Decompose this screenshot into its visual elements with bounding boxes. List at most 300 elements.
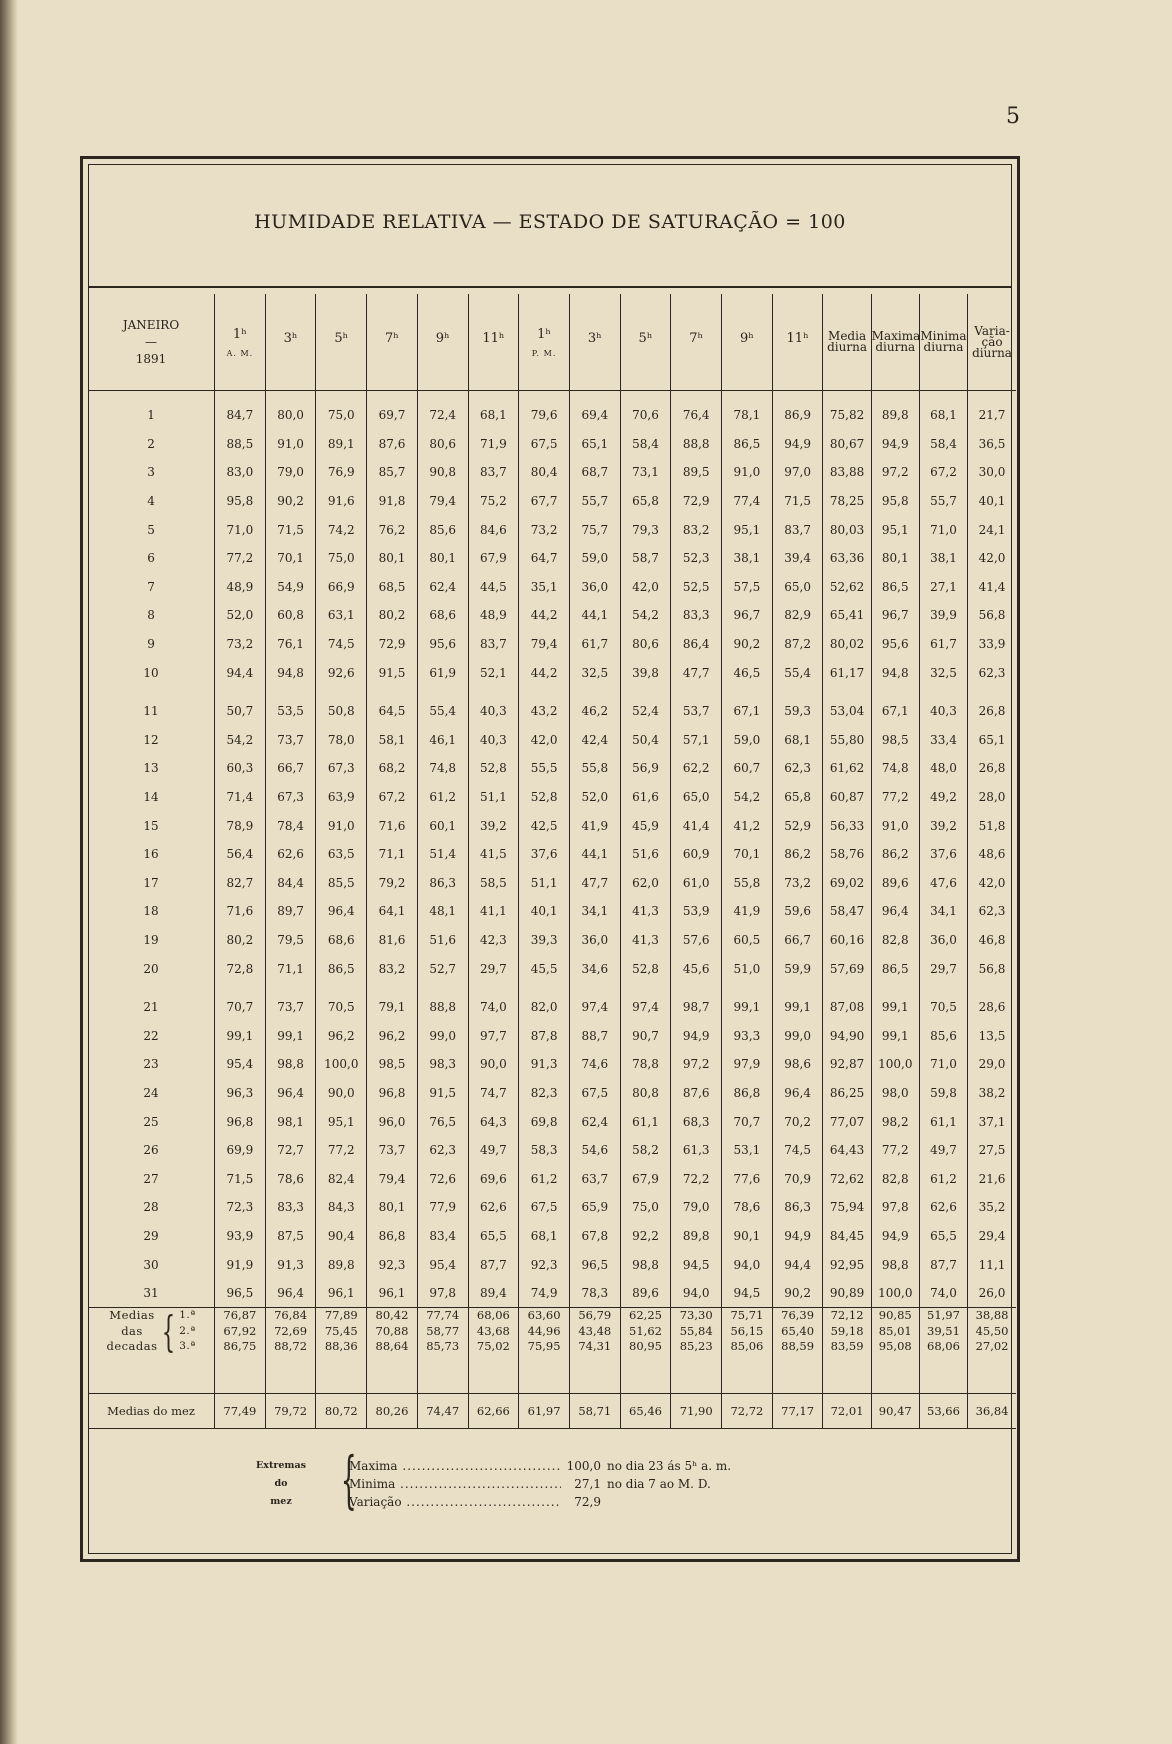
humidity-value: 62,4 (569, 1107, 620, 1136)
humidity-value: 46,1 (417, 726, 468, 755)
decade-mean-value: 88,36 (324, 1339, 358, 1354)
humidity-value: 93,9 (215, 1222, 266, 1251)
humidity-value: 35,2 (968, 1193, 1016, 1222)
humidity-value: 95,8 (215, 487, 266, 516)
humidity-value: 71,1 (265, 954, 316, 983)
humidity-value: 96,1 (367, 1279, 418, 1308)
humidity-value: 37,6 (919, 840, 967, 869)
humidity-value: 51,0 (722, 954, 773, 983)
humidity-value: 96,2 (367, 1021, 418, 1050)
humidity-value: 86,5 (871, 573, 919, 602)
humidity-value: 36,0 (569, 573, 620, 602)
humidity-value: 92,3 (519, 1250, 570, 1279)
day-number: 9 (147, 637, 155, 652)
humidity-value: 42,0 (620, 573, 671, 602)
humidity-value: 88,8 (671, 430, 722, 459)
hour-label: 7ʰ (689, 331, 704, 346)
humidity-value: 74,8 (417, 754, 468, 783)
humidity-value: 89,8 (871, 401, 919, 430)
humidity-value: 58,3 (519, 1136, 570, 1165)
decade-means-cell (569, 1308, 620, 1355)
decade-mean-value: 56,79 (578, 1308, 612, 1323)
decade-mean-value: 45,50 (975, 1323, 1009, 1338)
humidity-value: 71,6 (367, 811, 418, 840)
humidity-value: 55,7 (919, 487, 967, 516)
humidity-value: 87,6 (367, 430, 418, 459)
spacer-cell (265, 687, 316, 697)
humidity-value: 87,7 (919, 1250, 967, 1279)
humidity-value: 62,6 (265, 840, 316, 869)
humidity-value: 98,5 (367, 1050, 418, 1079)
humidity-value: 62,6 (919, 1193, 967, 1222)
humidity-value: 48,1 (417, 897, 468, 926)
day-number: 31 (143, 1286, 159, 1301)
table-row (88, 515, 1016, 544)
humidity-value: 97,2 (871, 458, 919, 487)
humidity-value: 65,8 (620, 487, 671, 516)
humidity-value: 33,4 (919, 726, 967, 755)
humidity-value: 53,9 (671, 897, 722, 926)
humidity-value: 58,47 (823, 897, 871, 926)
humidity-value: 86,3 (417, 869, 468, 898)
humidity-value: 96,0 (367, 1107, 418, 1136)
humidity-value: 79,2 (367, 869, 418, 898)
humidity-value: 70,1 (722, 840, 773, 869)
table-row (88, 897, 1016, 926)
spacer-cell (968, 983, 1016, 993)
decade-means-cell (367, 1308, 418, 1355)
humidity-value: 58,7 (620, 544, 671, 573)
humidity-value: 77,2 (871, 783, 919, 812)
humidity-value: 58,4 (919, 430, 967, 459)
month-name: JANEIRO (122, 317, 180, 332)
humidity-value: 36,0 (919, 926, 967, 955)
humidity-value: 82,8 (871, 926, 919, 955)
humidity-value: 80,6 (417, 430, 468, 459)
humidity-value: 73,7 (367, 1136, 418, 1165)
humidity-value: 32,5 (569, 658, 620, 687)
decade-means-cell (417, 1308, 468, 1355)
humidity-value: 56,4 (215, 840, 266, 869)
spacer-cell (265, 983, 316, 993)
decade-mean-value: 75,45 (324, 1323, 358, 1338)
humidity-value: 46,2 (569, 697, 620, 726)
decade-mean-value: 27,02 (975, 1339, 1009, 1354)
humidity-value: 61,2 (417, 783, 468, 812)
decade-mean-value: 83,59 (830, 1339, 864, 1354)
spacer-cell (871, 1355, 919, 1394)
humidity-value: 47,7 (569, 869, 620, 898)
humidity-value: 44,2 (519, 658, 570, 687)
humidity-value: 77,2 (215, 544, 266, 573)
humidity-value: 90,0 (316, 1079, 367, 1108)
humidity-value: 57,6 (671, 926, 722, 955)
humidity-value: 89,8 (671, 1222, 722, 1251)
humidity-value: 65,0 (772, 573, 823, 602)
humidity-value: 78,9 (215, 811, 266, 840)
decade-mean-value: 56,15 (730, 1323, 764, 1338)
day-number: 11 (143, 704, 159, 719)
humidity-value: 91,5 (417, 1079, 468, 1108)
humidity-value: 55,80 (823, 726, 871, 755)
humidity-value: 88,5 (215, 430, 266, 459)
spacer-cell (519, 983, 570, 993)
table-row (88, 430, 1016, 459)
humidity-value: 90,2 (772, 1279, 823, 1308)
humidity-value: 78,1 (722, 401, 773, 430)
humidity-value: 70,7 (215, 993, 266, 1022)
humidity-value: 34,6 (569, 954, 620, 983)
spacer-cell (88, 687, 215, 697)
decade-means-cell (823, 1308, 871, 1355)
humidity-value: 65,0 (671, 783, 722, 812)
humidity-value: 52,4 (620, 697, 671, 726)
humidity-value: 97,8 (871, 1193, 919, 1222)
humidity-value: 92,3 (367, 1250, 418, 1279)
humidity-value: 66,9 (316, 573, 367, 602)
humidity-value: 34,1 (919, 897, 967, 926)
decade-ordinal: 2.ª (179, 1324, 196, 1337)
day-number: 18 (143, 904, 159, 919)
humidity-value: 78,6 (265, 1164, 316, 1193)
spacer-cell (671, 687, 722, 697)
humidity-value: 39,4 (772, 544, 823, 573)
spacer-cell (88, 983, 215, 993)
humidity-value: 74,5 (772, 1136, 823, 1165)
humidity-value: 71,0 (215, 515, 266, 544)
day-number: 4 (147, 494, 155, 509)
decade-mean-value: 80,95 (629, 1339, 662, 1354)
humidity-value: 11,1 (968, 1250, 1016, 1279)
humidity-value: 80,67 (823, 430, 871, 459)
month-mean-value: 80,26 (367, 1393, 418, 1428)
humidity-value: 47,7 (671, 658, 722, 687)
humidity-value: 77,2 (871, 1136, 919, 1165)
title-rule (88, 286, 1012, 288)
humidity-value: 82,0 (519, 993, 570, 1022)
hour-column-header (620, 294, 671, 391)
hour-column-header (722, 294, 773, 391)
humidity-value: 70,9 (772, 1164, 823, 1193)
humidity-value: 56,9 (620, 754, 671, 783)
humidity-value: 82,8 (871, 1164, 919, 1193)
humidity-value: 74,7 (468, 1079, 519, 1108)
humidity-value: 49,7 (919, 1136, 967, 1165)
humidity-value: 72,3 (215, 1193, 266, 1222)
humidity-value: 28,0 (968, 783, 1016, 812)
humidity-value: 62,3 (968, 897, 1016, 926)
day-number: 26 (143, 1143, 159, 1158)
humidity-value: 56,8 (968, 601, 1016, 630)
humidity-value: 56,8 (968, 954, 1016, 983)
humidity-value: 62,4 (417, 573, 468, 602)
day-number: 7 (147, 579, 155, 594)
humidity-value: 30,0 (968, 458, 1016, 487)
decade-mean-value: 39,51 (927, 1323, 960, 1338)
humidity-value: 90,7 (620, 1021, 671, 1050)
spacer-cell (919, 1355, 967, 1394)
spacer-cell (519, 391, 570, 402)
humidity-value: 71,9 (468, 430, 519, 459)
humidity-value: 61,7 (919, 630, 967, 659)
humidity-value: 62,6 (468, 1193, 519, 1222)
humidity-value: 96,4 (265, 1279, 316, 1308)
spacer-cell (569, 391, 620, 402)
month-dash: — (145, 334, 158, 349)
humidity-value: 94,5 (722, 1279, 773, 1308)
table-row (88, 1222, 1016, 1251)
day-number: 12 (143, 732, 159, 747)
humidity-value: 72,62 (823, 1164, 871, 1193)
humidity-value: 84,45 (823, 1222, 871, 1251)
spacer-row (88, 391, 1016, 402)
humidity-value: 78,3 (569, 1279, 620, 1308)
spacer-cell (823, 983, 871, 993)
humidity-value: 27,5 (968, 1136, 1016, 1165)
humidity-value: 21,7 (968, 401, 1016, 430)
extreme-desc: no dia 23 ás 5ʰ a. m. (607, 1459, 732, 1473)
humidity-value: 44,1 (569, 840, 620, 869)
humidity-value: 63,5 (316, 840, 367, 869)
decade-mean-value: 85,06 (730, 1339, 764, 1354)
day-number: 6 (147, 551, 155, 566)
humidity-value: 50,8 (316, 697, 367, 726)
spacer-cell (772, 1355, 823, 1394)
humidity-value: 87,2 (772, 630, 823, 659)
humidity-value: 68,6 (417, 601, 468, 630)
humidity-value: 41,5 (468, 840, 519, 869)
humidity-value: 46,8 (968, 926, 1016, 955)
humidity-value: 50,7 (215, 697, 266, 726)
table-row (88, 401, 1016, 430)
humidity-value: 78,6 (722, 1193, 773, 1222)
spacer-row (88, 1355, 1016, 1394)
humidity-value: 98,2 (871, 1107, 919, 1136)
decade-mean-value: 68,06 (476, 1308, 510, 1323)
humidity-value: 80,1 (417, 544, 468, 573)
humidity-value: 89,7 (265, 897, 316, 926)
humidity-value: 76,2 (367, 515, 418, 544)
humidity-value: 13,5 (968, 1021, 1016, 1050)
humidity-value: 52,0 (215, 601, 266, 630)
decade-means-cell (265, 1308, 316, 1355)
humidity-value: 84,4 (265, 869, 316, 898)
humidity-value: 41,1 (468, 897, 519, 926)
humidity-value: 42,0 (519, 726, 570, 755)
humidity-value: 55,4 (417, 697, 468, 726)
decade-mean-value: 85,01 (878, 1323, 912, 1338)
humidity-value: 67,2 (367, 783, 418, 812)
decade-mean-value: 86,75 (223, 1339, 257, 1354)
page-binding-edge (0, 0, 18, 1744)
hour-label: 9ʰ (435, 331, 450, 346)
decade-mean-value: 85,73 (426, 1339, 460, 1354)
humidity-value: 67,5 (569, 1079, 620, 1108)
humidity-value: 91,3 (265, 1250, 316, 1279)
humidity-value: 44,2 (519, 601, 570, 630)
humidity-value: 67,9 (620, 1164, 671, 1193)
spacer-cell (823, 1355, 871, 1394)
stat-header-line: ção (981, 334, 1003, 349)
humidity-value: 70,1 (265, 544, 316, 573)
humidity-value: 67,8 (569, 1222, 620, 1251)
humidity-value: 78,4 (265, 811, 316, 840)
humidity-value: 52,0 (569, 783, 620, 812)
hour-column-header (671, 294, 722, 391)
humidity-value: 68,2 (367, 754, 418, 783)
decade-ordinal: 3.ª (179, 1340, 196, 1353)
humidity-value: 42,4 (569, 726, 620, 755)
humidity-value: 88,8 (417, 993, 468, 1022)
humidity-value: 79,4 (519, 630, 570, 659)
humidity-value: 81,6 (367, 926, 418, 955)
humidity-value: 94,8 (871, 658, 919, 687)
humidity-value: 52,5 (671, 573, 722, 602)
spacer-row (88, 687, 1016, 697)
humidity-value: 86,4 (671, 630, 722, 659)
decade-means-cell (722, 1308, 773, 1355)
humidity-value: 90,89 (823, 1279, 871, 1308)
humidity-value: 55,8 (722, 869, 773, 898)
humidity-value: 51,1 (519, 869, 570, 898)
humidity-value: 70,6 (620, 401, 671, 430)
humidity-value: 100,0 (316, 1050, 367, 1079)
humidity-value: 64,5 (367, 697, 418, 726)
humidity-value: 83,4 (417, 1222, 468, 1251)
humidity-value: 53,04 (823, 697, 871, 726)
humidity-value: 52,8 (620, 954, 671, 983)
humidity-value: 64,1 (367, 897, 418, 926)
decade-mean-value: 76,84 (274, 1308, 308, 1323)
humidity-value: 75,94 (823, 1193, 871, 1222)
humidity-value: 39,3 (519, 926, 570, 955)
humidity-value: 96,7 (722, 601, 773, 630)
humidity-value: 41,4 (671, 811, 722, 840)
humidity-value: 99,1 (871, 993, 919, 1022)
spacer-cell (88, 391, 215, 402)
humidity-value: 66,7 (265, 754, 316, 783)
table-row (88, 1193, 1016, 1222)
humidity-value: 65,5 (919, 1222, 967, 1251)
humidity-value: 52,9 (772, 811, 823, 840)
spacer-cell (620, 391, 671, 402)
table-row (88, 601, 1016, 630)
humidity-value: 64,7 (519, 544, 570, 573)
day-number: 13 (143, 761, 159, 776)
day-number: 19 (143, 932, 159, 947)
humidity-value: 97,0 (772, 458, 823, 487)
humidity-value: 65,9 (569, 1193, 620, 1222)
humidity-value: 97,7 (468, 1021, 519, 1050)
humidity-value: 95,1 (722, 515, 773, 544)
humidity-value: 42,3 (468, 926, 519, 955)
table-row (88, 487, 1016, 516)
humidity-value: 73,7 (265, 726, 316, 755)
spacer-cell (569, 687, 620, 697)
stat-header-line: diurna (875, 340, 916, 354)
stat-header-line: Minima (920, 329, 967, 343)
day-number: 30 (143, 1257, 159, 1272)
humidity-value: 96,5 (569, 1250, 620, 1279)
humidity-value: 71,5 (215, 1164, 266, 1193)
humidity-value: 76,5 (417, 1107, 468, 1136)
humidity-value: 90,2 (722, 630, 773, 659)
humidity-value: 72,4 (417, 401, 468, 430)
hour-label: 1ʰ (232, 326, 247, 342)
spacer-cell (620, 983, 671, 993)
spacer-cell (620, 1355, 671, 1394)
humidity-value: 41,4 (968, 573, 1016, 602)
spacer-cell (772, 391, 823, 402)
humidity-value: 99,1 (265, 1021, 316, 1050)
humidity-value: 73,2 (519, 515, 570, 544)
humidity-value: 38,2 (968, 1079, 1016, 1108)
humidity-value: 58,4 (620, 430, 671, 459)
humidity-value: 70,5 (316, 993, 367, 1022)
humidity-value: 26,8 (968, 754, 1016, 783)
spacer-cell (316, 1355, 367, 1394)
humidity-value: 63,1 (316, 601, 367, 630)
humidity-value: 73,2 (772, 869, 823, 898)
humidity-value: 62,3 (417, 1136, 468, 1165)
spacer-cell (620, 687, 671, 697)
humidity-value: 68,7 (569, 458, 620, 487)
humidity-value: 79,4 (417, 487, 468, 516)
month-means-row (88, 1393, 1016, 1428)
spacer-cell (367, 983, 418, 993)
humidity-value: 90,0 (468, 1050, 519, 1079)
table-row (88, 869, 1016, 898)
humidity-value: 98,3 (417, 1050, 468, 1079)
humidity-value: 52,8 (519, 783, 570, 812)
table-row (88, 697, 1016, 726)
humidity-table (88, 294, 1016, 1429)
humidity-value: 68,3 (671, 1107, 722, 1136)
extreme-min-row (349, 1475, 769, 1493)
day-number: 23 (143, 1057, 159, 1072)
decade-brace: { (161, 1306, 176, 1356)
month-means-label: Medias do mez (88, 1393, 215, 1428)
humidity-value: 97,2 (671, 1050, 722, 1079)
humidity-value: 55,7 (569, 487, 620, 516)
spacer-cell (722, 1355, 773, 1394)
humidity-value: 67,3 (265, 783, 316, 812)
humidity-value: 33,9 (968, 630, 1016, 659)
humidity-value: 95,6 (417, 630, 468, 659)
humidity-value: 62,3 (772, 754, 823, 783)
humidity-value: 91,0 (871, 811, 919, 840)
humidity-value: 74,0 (919, 1279, 967, 1308)
extremes-lines (349, 1457, 769, 1511)
page-number: 5 (1006, 104, 1020, 129)
humidity-value: 62,0 (620, 869, 671, 898)
humidity-value: 92,6 (316, 658, 367, 687)
humidity-value: 99,0 (772, 1021, 823, 1050)
humidity-value: 87,6 (671, 1079, 722, 1108)
humidity-value: 45,6 (671, 954, 722, 983)
humidity-value: 83,7 (772, 515, 823, 544)
stat-column-header (919, 294, 967, 391)
humidity-value: 27,1 (919, 573, 967, 602)
table-row (88, 993, 1016, 1022)
hour-column-header (367, 294, 418, 391)
day-number: 8 (147, 608, 155, 623)
humidity-value: 72,9 (367, 630, 418, 659)
humidity-value: 63,36 (823, 544, 871, 573)
day-number: 20 (143, 961, 159, 976)
extremes-label-line: mez (270, 1496, 292, 1507)
humidity-value: 96,5 (215, 1279, 266, 1308)
